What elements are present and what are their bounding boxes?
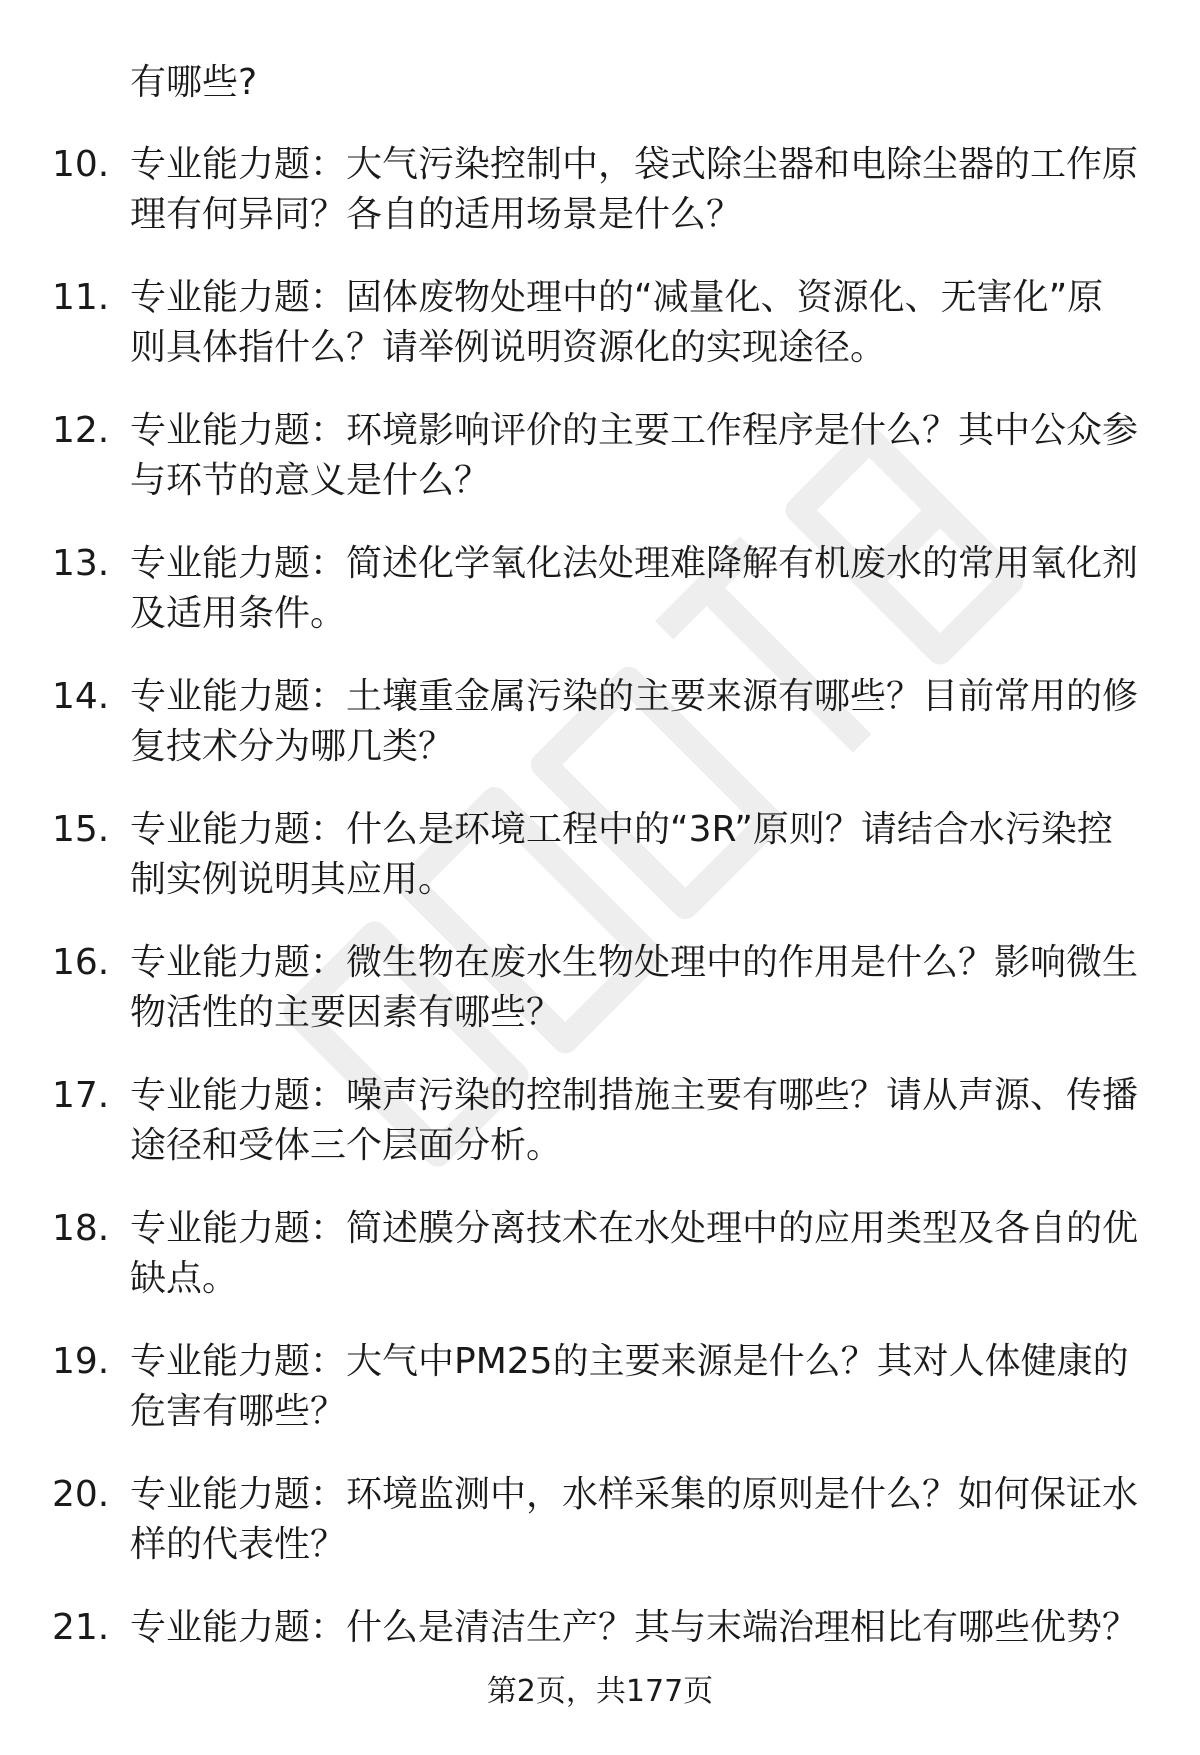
question-item bbox=[0, 672, 1200, 772]
question-line: 与环节的意义是什么？ bbox=[130, 460, 491, 501]
question-text bbox=[130, 1071, 1140, 1171]
question-text bbox=[130, 273, 1140, 373]
question-line: 则具体指什么？请举例说明资源化的实现途径。 bbox=[130, 327, 887, 368]
question-line: 缺点。 bbox=[130, 1258, 239, 1299]
question-line: 专业能力题：环境影响评价的主要工作程序是什么？其中公众参 bbox=[130, 410, 1139, 451]
question-text bbox=[130, 406, 1140, 506]
question-text bbox=[130, 539, 1140, 639]
question-item bbox=[0, 406, 1200, 506]
question-number: 14. bbox=[52, 676, 110, 717]
question-item bbox=[0, 1337, 1200, 1437]
question-number: 13. bbox=[52, 543, 110, 584]
question-text bbox=[130, 672, 1140, 772]
question-line: 复技术分为哪几类？ bbox=[130, 726, 455, 767]
question-line: 专业能力题：简述膜分离技术在水处理中的应用类型及各自的优 bbox=[130, 1208, 1139, 1249]
question-item bbox=[0, 273, 1200, 373]
continued-question-text: 有哪些? bbox=[130, 62, 258, 103]
question-number: 18. bbox=[52, 1208, 110, 1249]
question-item bbox=[0, 805, 1200, 905]
question-number: 15. bbox=[52, 809, 110, 850]
question-line: 制实例说明其应用。 bbox=[130, 859, 455, 900]
question-text bbox=[130, 1603, 1140, 1653]
question-item bbox=[0, 938, 1200, 1038]
question-text bbox=[130, 140, 1140, 240]
question-line: 专业能力题：简述化学氧化法处理难降解有机废水的常用氧化剂 bbox=[130, 543, 1139, 584]
question-line: 及适用条件。 bbox=[130, 593, 347, 634]
question-line: 专业能力题：什么是环境工程中的“3R”原则？请结合水污染控 bbox=[130, 809, 1113, 850]
question-text bbox=[130, 1204, 1140, 1304]
question-line: 专业能力题：大气污染控制中，袋式除尘器和电除尘器的工作原 bbox=[130, 144, 1139, 185]
question-line: 途径和受体三个层面分析。 bbox=[130, 1125, 563, 1166]
question-line: 危害有哪些？ bbox=[130, 1391, 347, 1432]
question-text bbox=[130, 1337, 1140, 1437]
question-item bbox=[0, 1470, 1200, 1570]
question-number: 20. bbox=[52, 1474, 110, 1515]
question-number: 10. bbox=[52, 144, 110, 185]
question-line: 专业能力题：噪声污染的控制措施主要有哪些？请从声源、传播 bbox=[130, 1075, 1139, 1116]
question-line: 专业能力题：微生物在废水生物处理中的作用是什么？影响微生 bbox=[130, 942, 1139, 983]
question-item bbox=[0, 1204, 1200, 1304]
question-list bbox=[0, 140, 1200, 1686]
question-line: 专业能力题：环境监测中，水样采集的原则是什么？如何保证水 bbox=[130, 1474, 1139, 1515]
question-line: 专业能力题：土壤重金属污染的主要来源有哪些？目前常用的修 bbox=[130, 676, 1139, 717]
question-number: 17. bbox=[52, 1075, 110, 1116]
question-text bbox=[130, 805, 1140, 905]
question-number: 12. bbox=[52, 410, 110, 451]
question-item bbox=[0, 140, 1200, 240]
question-item bbox=[0, 539, 1200, 639]
question-line: 专业能力题：固体废物处理中的“减量化、资源化、无害化”原 bbox=[130, 277, 1104, 318]
question-item bbox=[0, 1603, 1200, 1653]
question-text bbox=[130, 938, 1140, 1038]
question-line: 物活性的主要因素有哪些？ bbox=[130, 992, 563, 1033]
question-line: 理有何异同？各自的适用场景是什么？ bbox=[130, 194, 743, 235]
question-line: 专业能力题：大气中PM25的主要来源是什么？其对人体健康的 bbox=[130, 1341, 1129, 1382]
question-line: 专业能力题：什么是清洁生产？其与末端治理相比有哪些优势？ bbox=[130, 1607, 1139, 1648]
question-item bbox=[0, 1071, 1200, 1171]
question-number: 16. bbox=[52, 942, 110, 983]
question-number: 21. bbox=[52, 1607, 110, 1648]
page-footer: 第2页，共177页 bbox=[486, 1674, 714, 1709]
question-text bbox=[130, 1470, 1140, 1570]
question-line: 样的代表性？ bbox=[130, 1524, 347, 1565]
question-number: 19. bbox=[52, 1341, 110, 1382]
question-number: 11. bbox=[52, 277, 110, 318]
